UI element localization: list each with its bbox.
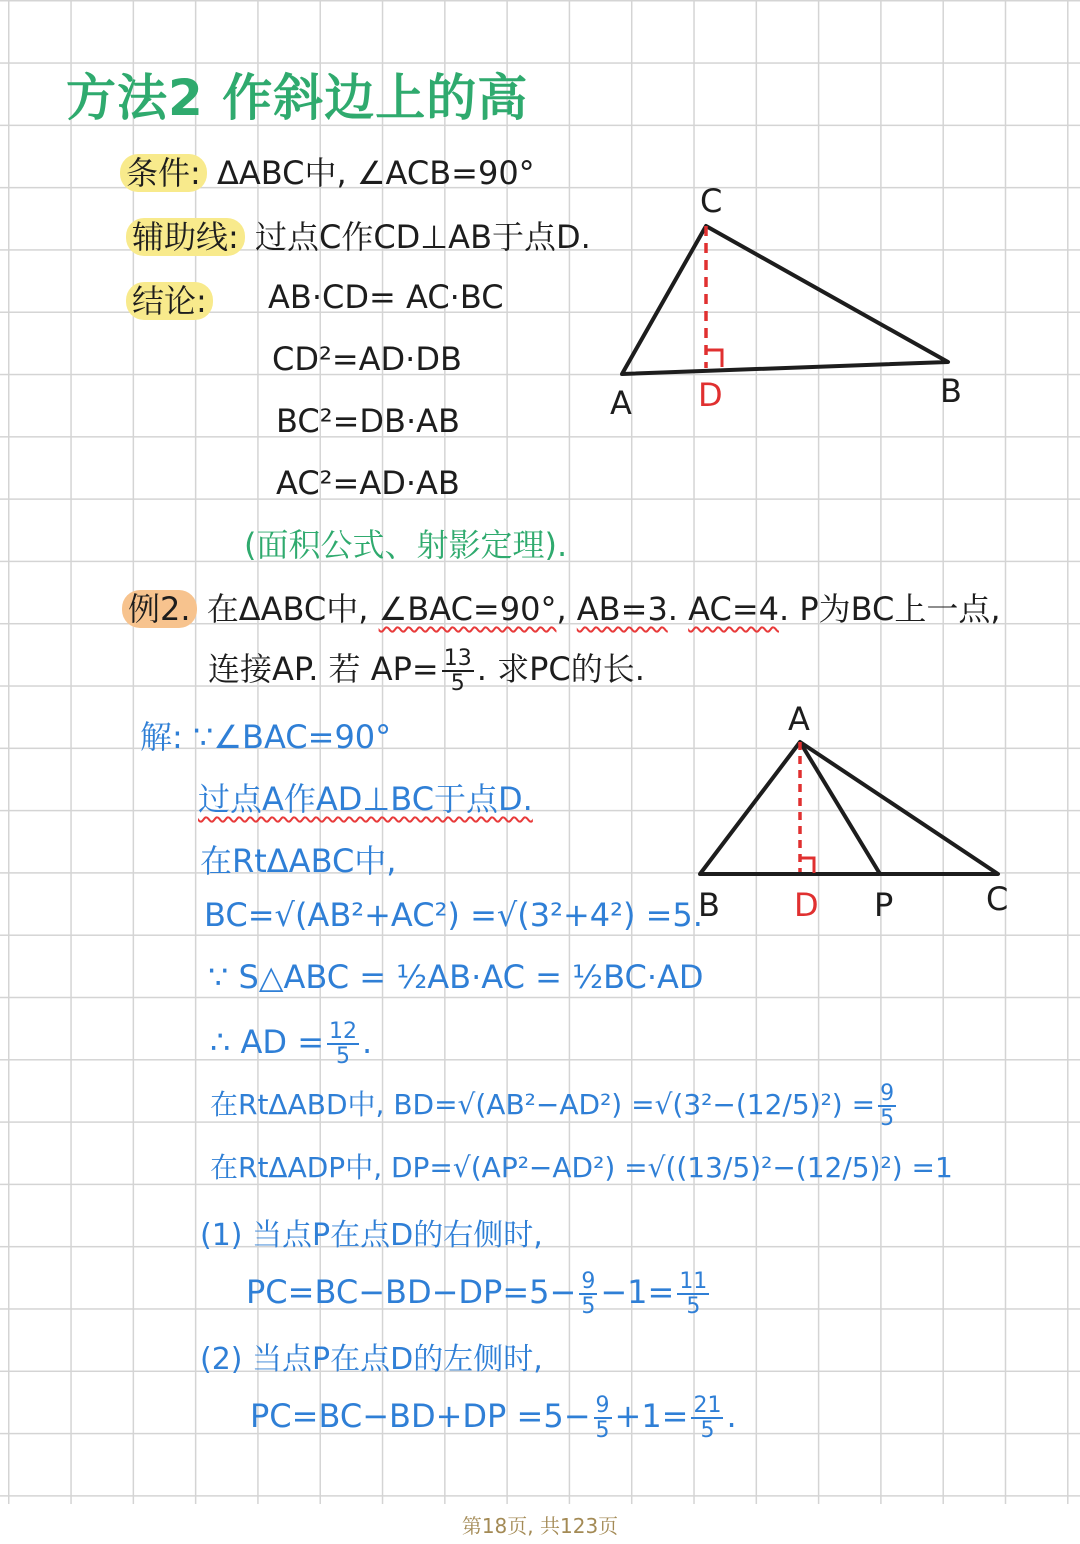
pc-case2-num-2: 21 [693,1393,722,1418]
ad-denominator: 5 [336,1044,351,1070]
solution-step-6-text: ∴ AD = [210,1023,325,1062]
condition-text: ΔABC中, ∠ACB=90° [216,154,535,192]
example-comma-1: , [556,590,567,628]
triangle-diagram-1 [590,180,990,430]
aux-line-row [126,212,591,258]
example-label: 例2. [122,590,197,628]
conclusion-label-wrap [126,276,213,322]
triangle-diagram-2 [690,690,1030,940]
conclusion-label: 结论: [126,282,213,320]
example-text-1a: 在ΔABC中, [206,590,369,628]
conclusion-2: CD²=AD·DB [272,340,462,378]
condition-label: 条件: [120,154,207,192]
example-ac-given: AC=4 [688,590,779,628]
conclusion-3: BC²=DB·AB [276,402,460,440]
label-b-2: B [698,886,720,924]
solution-step-8: 在RtΔADP中, DP=√(AP²−AD²) =√((13/5)²−(12/5)²) =1 [210,1151,953,1184]
solution-step-7-text: 在RtΔABD中, BD=√(AB²−AD²) =√(3²−(12/5)²) = [210,1088,876,1122]
solution-step-10-text-a: PC=BC−BD−DP=5− [246,1273,577,1312]
solution-step-5: ∵ S△ABC = ½AB·AC = ½BC·AD [208,958,704,996]
pc-case2-den-1: 5 [595,1418,610,1444]
page-footer: 第18页, 共123页 [461,1514,619,1538]
right-angle-mark-1 [706,350,722,367]
ad-numerator: 12 [329,1019,358,1044]
bd-denominator: 5 [880,1106,895,1132]
right-angle-mark-2 [800,858,814,873]
example-angle-given: ∠BAC=90° [378,590,557,628]
solution-step-6: ∴ AD = $\frac{12}{5}$ . [210,1019,373,1070]
example-line-2 [208,644,645,695]
condition-row [120,148,535,194]
example-text-2b: . 求PC的长. [476,650,645,688]
pc-case2-den-2: 5 [700,1418,715,1444]
pc-case2-fraction-2 [691,1394,723,1442]
pc-case2-fraction-1 [594,1394,612,1442]
bd-numerator: 9 [880,1081,895,1106]
aux-line-text: 过点C作CD⊥AB于点D. [254,218,591,256]
solution-step-7 [210,1082,899,1130]
triangle-abc-1 [622,226,948,374]
solution-step-12-text-b: +1= [614,1397,689,1436]
triangle-abc-2 [700,742,998,874]
solution-step-4: BC=√(AB²+AC²) =√(3²+4²) =5. [204,896,703,934]
pc-case1-num-1: 9 [581,1269,596,1294]
solution-step-9: (1) 当点P在点D的右侧时, [200,1218,543,1253]
solution-step-12: PC=BC−BD+DP =5− $\frac{9}{5}$ +1= $\frac{21}{5}$ . [250,1393,737,1444]
label-b: B [940,372,962,410]
solution-step-12-text-a: PC=BC−BD+DP =5− [250,1397,591,1436]
ap-fraction [442,647,474,695]
label-d-2: D [794,886,819,924]
solution-step-1: 解: ∵∠BAC=90° [140,718,392,756]
example-period-1: . [667,590,678,628]
example-line-1 [122,584,1001,630]
ap-denominator: 5 [450,671,465,696]
solution-step-11: (2) 当点P在点D的左侧时, [200,1342,543,1377]
segment-ap [800,742,880,874]
bd-fraction [878,1082,896,1130]
pc-case1-den-2: 5 [686,1294,701,1320]
example-text-2a: 连接AP. 若 AP= [208,650,439,688]
solution-step-2 [198,774,533,820]
label-a: A [610,384,632,422]
label-d: D [698,376,723,414]
solution-step-10-text-b: −1= [600,1273,675,1312]
aux-line-label: 辅助线: [126,218,245,256]
pc-case1-fraction-1 [579,1270,597,1318]
solution-step-2-text: 过点A作AD⊥BC于点D. [198,780,533,818]
label-c-2: C [986,880,1009,918]
pc-case1-fraction-2 [677,1270,709,1318]
pc-case1-num-2: 11 [679,1269,708,1294]
ad-fraction [327,1020,359,1068]
ap-numerator: 13 [443,645,472,671]
example-ab-given: AB=3 [576,590,668,628]
solution-step-10 [246,1270,712,1318]
label-p-2: P [874,886,894,924]
page-title: 方法2 作斜边上的高 [66,69,529,127]
conclusion-4: AC²=AD·AB [276,464,460,502]
theorem-note: (面积公式、射影定理). [244,526,568,564]
label-c: C [700,182,723,220]
conclusion-1: AB·CD= AC·BC [268,278,504,316]
solution-step-3: 在RtΔABC中, [200,842,397,880]
label-a-2: A [788,700,810,738]
example-text-1g: . P为BC上一点, [778,590,1001,628]
pc-case2-num-1: 9 [595,1393,610,1418]
pc-case1-den-1: 5 [581,1294,596,1320]
